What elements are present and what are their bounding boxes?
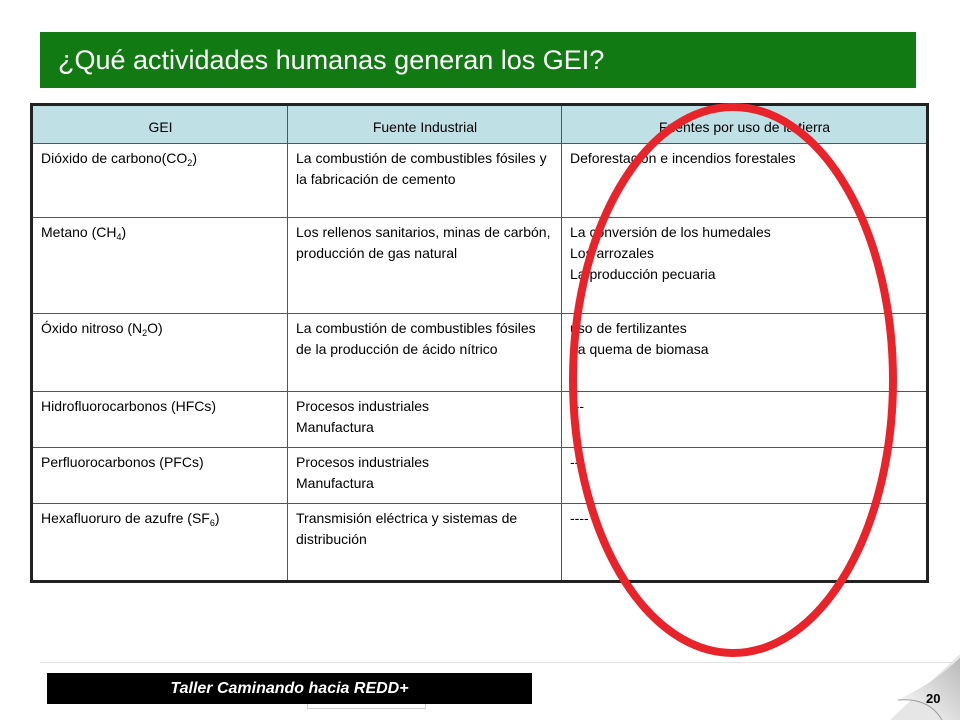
land-use-source-text: Los arrozales (570, 245, 655, 261)
table-row (32, 504, 928, 582)
table-row (32, 144, 928, 218)
gas-name: Dióxido de carbono(CO (41, 150, 188, 166)
industrial-source-text: La combustión de combustibles fósiles de la producción de ácido nítrico (296, 320, 536, 357)
footer-banner (47, 673, 532, 704)
industrial-source-cell (288, 392, 562, 448)
header-gei: GEI (32, 105, 288, 144)
industrial-source-text: Manufactura (296, 475, 374, 491)
land-use-source-text: --- (570, 398, 584, 414)
industrial-source-text: Manufactura (296, 419, 374, 435)
gas-name-cell (32, 144, 288, 218)
gas-name: Óxido nitroso (N (41, 320, 143, 336)
land-use-source-text: La quema de biomasa (570, 341, 709, 357)
land-use-source-cell (562, 218, 928, 314)
industrial-source-text: Procesos industriales (296, 398, 430, 414)
industrial-source-cell (288, 144, 562, 218)
gas-subscript: 4 (116, 232, 122, 242)
gas-name-suffix: ) (121, 224, 127, 240)
gas-subscript: 2 (187, 158, 193, 168)
title-banner (40, 32, 916, 88)
industrial-source-text: Los rellenos sanitarios, minas de carbón, producción de gas natural (296, 224, 551, 261)
gas-name: Hidrofluorocarbonos (HFCs) (41, 398, 217, 414)
footer-title: Taller Caminando hacia REDD+ (170, 679, 409, 697)
land-use-source-cell (562, 314, 928, 392)
table-header-row (32, 105, 928, 144)
gas-name-suffix: ) (214, 510, 220, 526)
gas-name-suffix: ) (192, 150, 197, 166)
gas-name: Metano (CH (41, 224, 117, 240)
gas-name-cell (32, 504, 288, 582)
industrial-source-cell (288, 504, 562, 582)
industrial-source-text: La combustión de combustibles fósiles y la fabricación de cemento (296, 150, 547, 187)
gas-name-cell (32, 314, 288, 392)
land-use-source-text: uso de fertilizantes (570, 320, 687, 336)
land-use-source-text: La producción pecuaria (570, 266, 716, 282)
footer-shadow (307, 704, 426, 709)
land-use-source-text: Deforestación e incendios forestales (570, 150, 796, 166)
gas-name: Perfluorocarbonos (PFCs) (41, 454, 204, 470)
gas-subscript: 6 (209, 518, 215, 528)
land-use-source-cell (562, 504, 928, 582)
header-land-use-source: Fuentes por uso de la tierra (562, 105, 928, 144)
gas-name-cell (32, 448, 288, 504)
table-row (32, 314, 928, 392)
industrial-source-text: Procesos industriales (296, 454, 430, 470)
land-use-source-cell (562, 144, 928, 218)
industrial-source-cell (288, 218, 562, 314)
footer-divider (40, 662, 958, 663)
table-row (32, 218, 928, 314)
land-use-source-text: La conversión de los humedales (570, 224, 771, 240)
land-use-source-cell (562, 392, 928, 448)
gei-sources-table (30, 103, 929, 583)
gas-subscript: 2 (142, 328, 148, 338)
industrial-source-text: Transmisión eléctrica y sistemas de distribución (296, 510, 518, 547)
header-industrial-source: Fuente Industrial (288, 105, 562, 144)
gas-name-suffix: O) (147, 320, 163, 336)
page-curl-icon (890, 654, 960, 720)
industrial-source-cell (288, 314, 562, 392)
land-use-source-text: --- (570, 454, 584, 470)
industrial-source-cell (288, 448, 562, 504)
gas-name-cell (32, 392, 288, 448)
gas-name: Hexafluoruro de azufre (SF (41, 510, 210, 526)
land-use-source-text: ---- (570, 510, 589, 526)
slide-title: ¿Qué actividades humanas generan los GEI? (58, 44, 605, 75)
table-row (32, 392, 928, 448)
gas-name-cell (32, 218, 288, 314)
land-use-source-cell (562, 448, 928, 504)
table-row (32, 448, 928, 504)
page-number: 20 (926, 691, 941, 706)
